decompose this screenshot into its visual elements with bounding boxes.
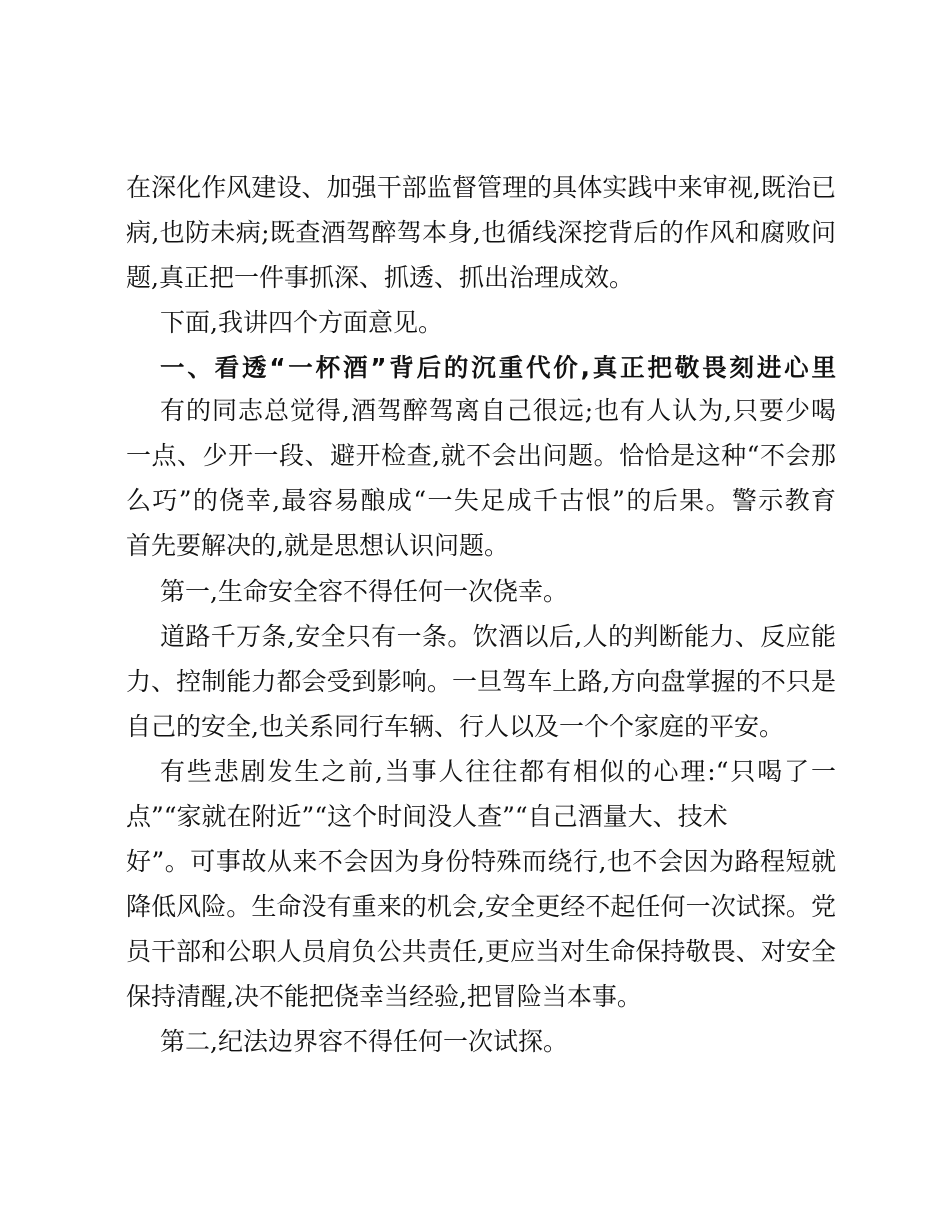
paragraph-line: 题,真正把一件事抓深、抓透、抓出治理成效。 <box>126 263 634 292</box>
paragraph-line: 第一,生命安全容不得任何一次侥幸。 <box>160 577 568 606</box>
paragraph-line: 在深化作风建设、加强干部监督管理的具体实践中来审视,既治已 <box>126 173 836 202</box>
paragraph-line: 好”。可事故从来不会因为身份特殊而绕行,也不会因为路程短就 <box>126 847 836 876</box>
paragraph-line: 员干部和公职人员肩负公共责任,更应当对生命保持敬畏、对安全 <box>126 937 836 966</box>
paragraph-line: 有些悲剧发生之前,当事人往往都有相似的心理:“只喝了一 <box>160 757 836 786</box>
paragraph-line: 自己的安全,也关系同行车辆、行人以及一个个家庭的平安。 <box>126 712 784 741</box>
section-heading: 一、看透“一杯酒”背后的沉重代价,真正把敬畏刻进心里 <box>160 353 836 382</box>
paragraph-line: 道路千万条,安全只有一条。饮酒以后,人的判断能力、反应能 <box>160 622 836 651</box>
paragraph-line: 点”“家就在附近”“这个时间没人查”“自己酒量大、技术 <box>126 802 728 831</box>
paragraph-line: 第二,纪法边界容不得任何一次试探。 <box>160 1027 568 1056</box>
paragraph-line: 保持清醒,决不能把侥幸当经验,把冒险当本事。 <box>126 982 642 1011</box>
paragraph-line: 力、控制能力都会受到影响。一旦驾车上路,方向盘掌握的不只是 <box>126 667 836 696</box>
paragraph-line: 降低风险。生命没有重来的机会,安全更经不起任何一次试探。党 <box>126 892 836 921</box>
paragraph-line: 一点、少开一段、避开检查,就不会出问题。恰恰是这种“不会那 <box>126 441 836 470</box>
paragraph-line: 么巧”的侥幸,最容易酿成“一失足成千古恨”的后果。警示教育 <box>126 486 836 515</box>
paragraph-line: 下面,我讲四个方面意见。 <box>160 308 443 337</box>
paragraph-line: 首先要解决的,就是思想认识问题。 <box>126 531 509 560</box>
paragraph-line: 病,也防未病;既查酒驾醉驾本身,也循线深挖背后的作风和腐败问 <box>126 218 836 247</box>
paragraph-line: 有的同志总觉得,酒驾醉驾离自己很远;也有人认为,只要少喝 <box>160 396 836 425</box>
